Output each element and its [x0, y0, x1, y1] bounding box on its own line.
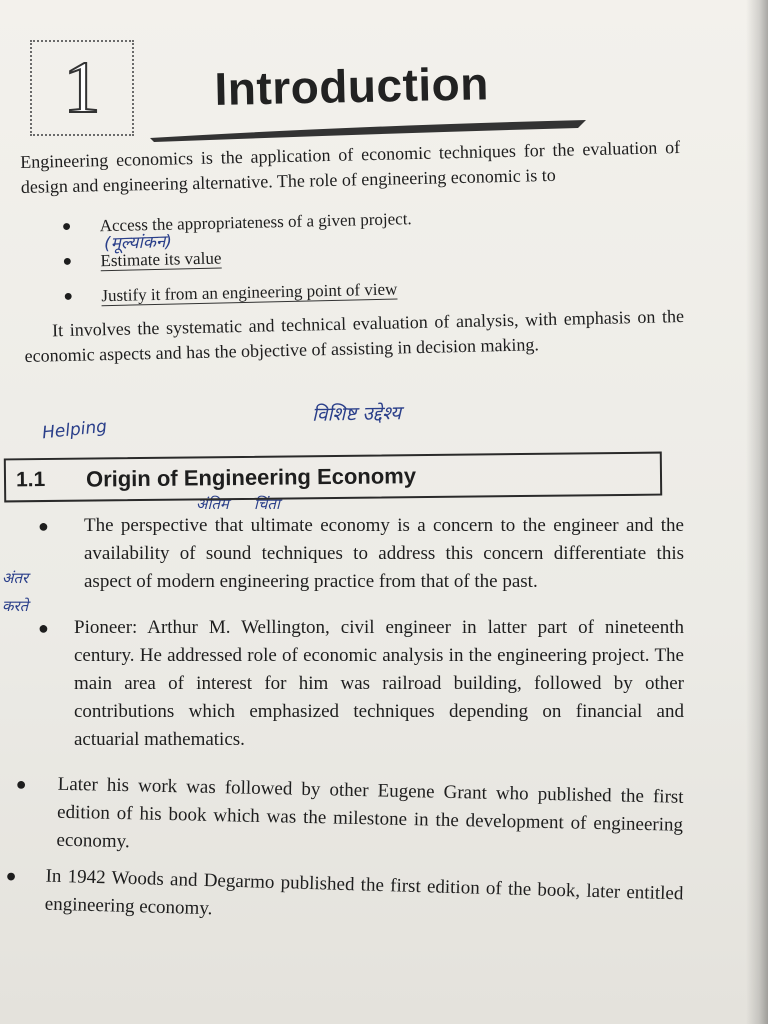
bullet-dot-icon: ●: [38, 618, 49, 638]
bullet-dot-icon: ●: [38, 516, 49, 536]
handwritten-note: चिंता: [254, 495, 280, 513]
bullet-dot-icon: ●: [62, 252, 73, 271]
bullet-dot-icon: ●: [5, 865, 17, 886]
handwritten-note: विशिष्ट उद्देश्य: [311, 402, 402, 426]
list-item: ● In 1942 Woods and Degarmo published the first edition of the book, later entitled engineering economy.: [22, 862, 683, 936]
list-item: ● The perspective that ultimate economy is a concern to the engineer and the availability of sound techniques to address this concern differentiate this aspect of modern engineering practice from that of the past.: [24, 512, 684, 596]
section-number: 1.1: [15, 468, 46, 492]
section-header-box: [4, 452, 662, 503]
handwritten-note: अंतिम: [196, 495, 229, 513]
handwritten-note: अंतर: [2, 569, 29, 587]
list-item: ● Later his work was followed by other Eugene Grant who published the first edition of his book which was the milestone in the development of engineering economy.: [22, 770, 684, 868]
intro-paragraph: Engineering economics is the application of economic techniques for the evaluation of design and engineering alternative. The role of engineering economic is to: [20, 137, 681, 197]
bullet-dot-icon: ●: [15, 773, 27, 795]
bullet-dot-icon: ●: [61, 217, 72, 236]
chapter-number-box: [30, 40, 134, 136]
section-title: Origin of Engineering Economy: [85, 463, 417, 492]
page-edge-shadow: [746, 0, 768, 1024]
handwritten-note: (मूल्यांकन): [103, 231, 173, 255]
bullet-dot-icon: ●: [63, 287, 74, 306]
handwritten-note: Helping: [41, 416, 108, 444]
list-item: ● Pioneer: Arthur M. Wellington, civil engineer in latter part of nineteenth century. He addressed role of economic analysis in the engineering project. The main area of interest for him was railroad building, followed by other contributions which emphasized techniques depending on financial and actuarial mathematics.: [24, 614, 684, 754]
intro-bullet: ● Access the appropriateness of a given project.: [21, 195, 682, 245]
chapter-number: 1: [63, 47, 101, 129]
intro-bullet: ● Justify it from an engineering point of view: [23, 265, 684, 315]
intro-bullets: [21, 195, 683, 315]
handwritten-note: करते: [2, 597, 29, 615]
intro-bullet: ● Estimate its value: [22, 230, 683, 280]
intro-paragraph-2: It involves the systematic and technical evaluation of analysis, with emphasis on the economic aspects and has the objective of assisting in decision making.: [24, 305, 685, 366]
chapter-title: Introduction: [214, 57, 490, 115]
